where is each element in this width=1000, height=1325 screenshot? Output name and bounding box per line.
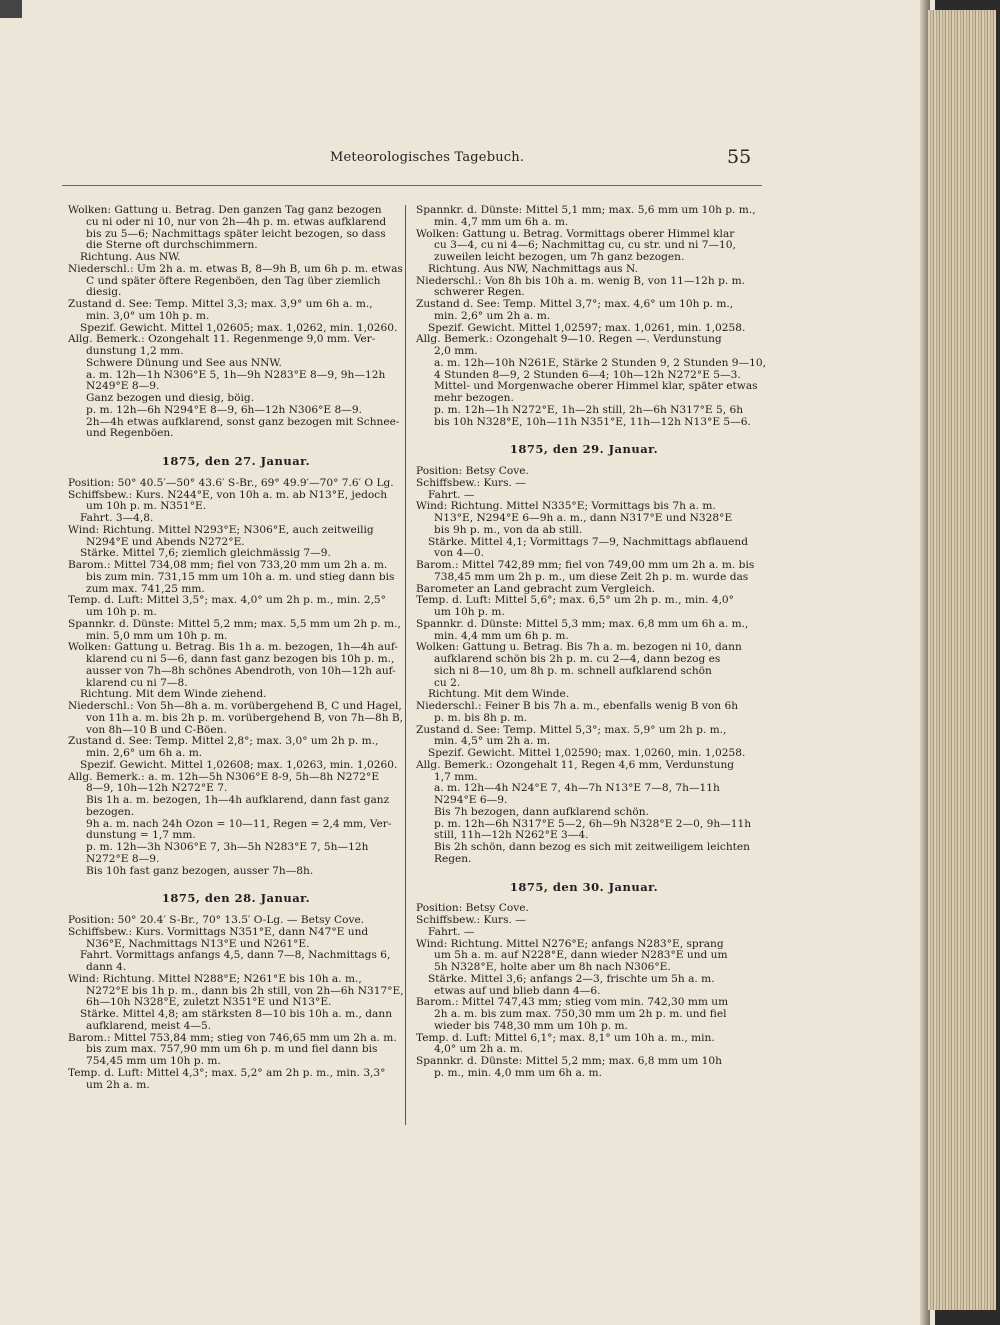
text-line: diesig. bbox=[86, 286, 122, 299]
text-line: min. 4,4 mm um 6h p. m. bbox=[434, 629, 569, 642]
text-line: bis zum min. 731,15 mm um 10h a. m. und stieg dann bis bbox=[86, 570, 395, 583]
text-line: ausser von 7h—8h schönes Abendroth, von 10h—12h auf- bbox=[86, 664, 396, 677]
text-line: min. 5,0 mm um 10h p. m. bbox=[86, 629, 228, 642]
text-line: 8—9, 10h—12h N272°E 7. bbox=[86, 782, 228, 795]
entry-heading-28-januar: 1875, den 28. Januar. bbox=[161, 891, 311, 906]
text-line: Bis 10h fast ganz bezogen, ausser 7h—8h. bbox=[86, 864, 314, 877]
text-line: Barom.: Mittel 753,84 mm; stieg von 746,65 mm um 2h a. m. bbox=[68, 1031, 397, 1044]
text-line: bis zum max. 757,90 mm um 6h p. m und fiel dann bis bbox=[86, 1043, 378, 1056]
text-line: bis 10h N328°E, 10h—11h N351°E, 11h—12h N13°E 5—6. bbox=[434, 415, 751, 428]
text-line: Richtung. Mit dem Winde. bbox=[428, 688, 570, 701]
text-line: Regen. bbox=[434, 852, 472, 865]
text-line: Ganz bezogen und diesig, böig. bbox=[86, 392, 255, 404]
text-line: Niederschl.: Um 2h a. m. etwas B, 8—9h B, um 6h p. m. etwas bbox=[68, 262, 403, 275]
text-line: Spannkr. d. Dünste: Mittel 5,2 mm; max. 5,5 mm um 2h p. m., bbox=[68, 617, 401, 630]
text-line: Temp. d. Luft: Mittel 4,3°; max. 5,2° am 2h p. m., min. 3,3° bbox=[68, 1066, 386, 1079]
text-line: sich ni 8—10, um 8h p. m. schnell aufklarend schön bbox=[434, 664, 712, 677]
text-line: Allg. Bemerk.: Ozongehalt 9—10. Regen —. Verdunstung bbox=[416, 333, 722, 346]
text-line: p. m. 12h—6h N294°E 8—9, 6h—12h N306°E 8—9. bbox=[86, 403, 362, 416]
text-line: N36°E, Nachmittags N13°E und N261°E. bbox=[86, 937, 310, 950]
text-line: 2h—4h etwas aufklarend, sonst ganz bezogen mit Schnee- bbox=[86, 415, 400, 428]
text-line: cu ni oder ni 10, nur von 2h—4h p. m. etwas aufklarend bbox=[86, 215, 387, 228]
text-line: Position: 50° 20.4′ S-Br., 70° 13.5′ O-Lg. — Betsy Cove. bbox=[68, 914, 365, 926]
text-line: Stärke. Mittel 4,1; Vormittags 7—9, Nachmittags abflauend bbox=[428, 535, 749, 548]
text-line: C und später öftere Regenböen, den Tag über ziemlich bbox=[86, 274, 381, 287]
text-line: um 2h a. m. bbox=[86, 1078, 150, 1091]
text-line: Schiffsbew.: Kurs. N244°E, von 10h a. m. ab N13°E, jedoch bbox=[68, 488, 388, 501]
text-line: Richtung. Aus NW, Nachmittags aus N. bbox=[428, 262, 638, 275]
text-line: Zustand d. See: Temp. Mittel 3,7°; max. 4,6° um 10h p. m., bbox=[416, 298, 734, 310]
right-block-2 bbox=[416, 465, 755, 866]
left-block-1 bbox=[68, 205, 404, 440]
left-block-2 bbox=[68, 478, 404, 878]
text-line: 5h N328°E, holte aber um 8h nach N306°E. bbox=[434, 961, 671, 973]
text-line: min. 2,6° um 2h a. m. bbox=[434, 309, 551, 322]
page-corner-shadow bbox=[0, 0, 22, 18]
text-line: p. m., min. 4,0 mm um 6h a. m. bbox=[434, 1066, 602, 1079]
text-line: Temp. d. Luft: Mittel 3,5°; max. 4,0° um 2h p. m., min. 2,5° bbox=[68, 594, 386, 607]
text-line: Mittel- und Morgenwache oberer Himmel klar, später etwas bbox=[434, 380, 758, 393]
text-line: Spannkr. d. Dünste: Mittel 5,2 mm; max. 6,8 mm um 10h bbox=[416, 1055, 722, 1067]
text-line: 2h a. m. bis zum max. 750,30 mm um 2h p. m. und fiel bbox=[434, 1008, 727, 1020]
right-column bbox=[416, 204, 766, 1080]
left-column bbox=[68, 205, 404, 1091]
text-line: aufklarend, meist 4—5. bbox=[86, 1019, 212, 1032]
left-block-3 bbox=[68, 915, 404, 1091]
text-line: Temp. d. Luft: Mittel 5,6°; max. 6,5° um 2h p. m., min. 4,0° bbox=[416, 594, 734, 607]
text-line: Fahrt. — bbox=[428, 925, 475, 938]
text-line: Allg. Bemerk.: Ozongehalt 11. Regenmenge 9,0 mm. Ver- bbox=[68, 333, 376, 346]
page-number: 55 bbox=[727, 146, 752, 168]
text-line: mehr bezogen. bbox=[434, 392, 514, 404]
text-line: p. m. 12h—3h N306°E 7, 3h—5h N283°E 7, 5h—12h bbox=[86, 841, 369, 853]
text-line: von 4—0. bbox=[434, 547, 484, 560]
text-line: schwerer Regen. bbox=[434, 286, 525, 299]
text-line: um 10h p. m. bbox=[86, 606, 157, 618]
text-line: dann 4. bbox=[86, 961, 127, 973]
right-block-1 bbox=[416, 204, 766, 428]
text-line: Schwere Dünung und See aus NNW. bbox=[86, 356, 282, 369]
text-line: wieder bis 748,30 mm um 10h p. m. bbox=[434, 1019, 628, 1032]
text-line: Zustand d. See: Temp. Mittel 3,3; max. 3,9° um 6h a. m., bbox=[68, 298, 373, 310]
text-line: zum max. 741,25 mm. bbox=[86, 582, 205, 595]
text-line: Allg. Bemerk.: Ozongehalt 11, Regen 4,6 mm, Verdunstung bbox=[416, 758, 735, 771]
text-line: 1,7 mm. bbox=[434, 770, 478, 783]
text-line: Fahrt. 3—4,8. bbox=[80, 512, 154, 524]
text-line: N249°E 8—9. bbox=[86, 380, 160, 393]
entry-heading-27-januar: 1875, den 27. Januar. bbox=[161, 454, 311, 468]
text-line: Wind: Richtung. Mittel N276°E; anfangs N283°E, sprang bbox=[416, 937, 724, 950]
text-line: Wolken: Gattung u. Betrag. Vormittags oberer Himmel klar bbox=[416, 227, 735, 240]
text-line: Zustand d. See: Temp. Mittel 5,3°; max. 5,9° um 2h p. m., bbox=[416, 723, 727, 736]
text-line: um 10h p. m. bbox=[434, 606, 505, 618]
text-line: dunstung = 1,7 mm. bbox=[86, 829, 196, 842]
text-line: Schiffsbew.: Kurs. — bbox=[416, 914, 526, 926]
text-line: zuweilen leicht bezogen, um 7h ganz bezogen. bbox=[434, 251, 685, 263]
column-divider bbox=[405, 205, 406, 1125]
text-line: 4,0° um 2h a. m. bbox=[434, 1043, 524, 1056]
text-line: Barom.: Mittel 747,43 mm; stieg vom min. 742,30 mm um bbox=[416, 996, 729, 1009]
text-line: still, 11h—12h N262°E 3—4. bbox=[434, 829, 589, 842]
text-line: Schiffsbew.: Kurs. Vormittags N351°E, dann N47°E und bbox=[68, 925, 369, 938]
text-line: min. 2,6° um 6h a. m. bbox=[86, 747, 203, 759]
text-line: Allg. Bemerk.: a. m. 12h—5h N306°E 8-9, 5h—8h N272°E bbox=[68, 770, 380, 783]
text-line: N272°E bis 1h p. m., dann bis 2h still, von 2h—6h N317°E, bbox=[86, 984, 404, 997]
text-line: min. 3,0° um 10h p. m. bbox=[86, 309, 210, 322]
text-line: a. m. 12h—10h N261E, Stärke 2 Stunden 9, 2 Stunden 9—10, bbox=[434, 356, 766, 369]
text-line: a. m. 12h—4h N24°E 7, 4h—7h N13°E 7—8, 7h—11h bbox=[434, 782, 720, 795]
text-line: aufklarend schön bis 2h p. m. cu 2—4, dann bezog es bbox=[434, 653, 721, 665]
text-line: 6h—10h N328°E, zuletzt N351°E und N13°E. bbox=[86, 996, 332, 1009]
text-line: 9h a. m. nach 24h Ozon = 10—11, Regen = 2,4 mm, Ver- bbox=[86, 817, 392, 830]
text-line: Spezif. Gewicht. Mittel 1,02605; max. 1,0262, min. 1,0260. bbox=[80, 321, 398, 334]
text-line: Barom.: Mittel 742,89 mm; fiel von 749,00 mm um 2h a. m. bis bbox=[416, 559, 755, 571]
text-line: cu 3—4, cu ni 4—6; Nachmittag cu, cu str. und ni 7—10, bbox=[434, 239, 736, 252]
text-line: Bis 2h schön, dann bezog es sich mit zeitweiligem leichten bbox=[434, 841, 750, 853]
text-line: Richtung. Mit dem Winde ziehend. bbox=[80, 688, 267, 701]
text-line: um 10h p. m. N351°E. bbox=[86, 500, 207, 513]
text-line: a. m. 12h—1h N306°E 5, 1h—9h N283°E 8—9, 9h—12h bbox=[86, 368, 386, 381]
entry-heading-29-januar: 1875, den 29. Januar. bbox=[509, 442, 659, 457]
text-line: min. 4,5° um 2h a. m. bbox=[434, 735, 551, 748]
text-line: um 5h a. m. auf N228°E, dann wieder N283°E und um bbox=[434, 949, 728, 962]
text-line: p. m. bis 8h p. m. bbox=[434, 711, 528, 724]
text-line: klarend cu ni 5—6, dann fast ganz bezogen bis 10h p. m., bbox=[86, 653, 395, 665]
text-line: Niederschl.: Feiner B bis 7h a. m., ebenfalls wenig B von 6h bbox=[416, 700, 739, 712]
text-line: Wind: Richtung. Mittel N335°E; Vormittags bis 7h a. m. bbox=[416, 500, 716, 513]
text-line: Wolken: Gattung u. Betrag. Den ganzen Tag ganz bezogen bbox=[68, 204, 382, 216]
text-line: Stärke. Mittel 7,6; ziemlich gleichmässig 7—9. bbox=[80, 547, 331, 560]
text-line: bis zu 5—6; Nachmittags später leicht bezogen, so dass bbox=[86, 227, 386, 240]
text-line: Fahrt. Vormittags anfangs 4,5, dann 7—8, Nachmittags 6, bbox=[80, 949, 391, 962]
text-line: Spezif. Gewicht. Mittel 1,02608; max. 1,0263, min. 1,0260. bbox=[80, 758, 398, 771]
text-line: Richtung. Aus NW. bbox=[80, 251, 181, 263]
text-line: etwas auf und blieb dann 4—6. bbox=[434, 984, 601, 997]
text-line: Wolken: Gattung u. Betrag. Bis 7h a. m. bezogen ni 10, dann bbox=[416, 641, 742, 654]
text-line: p. m. 12h—6h N317°E 5—2, 6h—9h N328°E 2—0, 9h—11h bbox=[434, 817, 752, 830]
text-line: Position: 50° 40.5′—50° 43.6′ S-Br., 69° 49.9′—70° 7.6′ O Lg. bbox=[68, 476, 394, 489]
text-line: Spezif. Gewicht. Mittel 1,02597; max. 1,0261, min. 1,0258. bbox=[428, 321, 746, 334]
text-line: p. m. 12h—1h N272°E, 1h—2h still, 2h—6h N317°E 5, 6h bbox=[434, 403, 744, 416]
text-line: Barom.: Mittel 734,08 mm; fiel von 733,20 mm um 2h a. m. bbox=[68, 559, 388, 571]
text-line: N13°E, N294°E 6—9h a. m., dann N317°E und N328°E bbox=[434, 512, 733, 524]
text-line: Zustand d. See: Temp. Mittel 2,8°; max. 3,0° um 2h p. m., bbox=[68, 735, 379, 748]
text-line: Temp. d. Luft: Mittel 6,1°; max. 8,1° um 10h a. m., min. bbox=[416, 1031, 715, 1044]
text-line: bezogen. bbox=[86, 805, 135, 818]
text-line: Niederschl.: Von 5h—8h a. m. vorübergehend B, C und Hagel, bbox=[68, 700, 402, 712]
text-line: Fahrt. — bbox=[428, 488, 475, 501]
text-line: von 8h—10 B und C-Böen. bbox=[86, 723, 227, 736]
text-line: Position: Betsy Cove. bbox=[416, 902, 529, 915]
text-line: Wolken: Gattung u. Betrag. Bis 1h a. m. bezogen, 1h—4h auf- bbox=[68, 641, 398, 654]
text-line: N294°E 6—9. bbox=[434, 794, 508, 806]
text-line: Position: Betsy Cove. bbox=[416, 465, 529, 477]
text-line: Schiffsbew.: Kurs. — bbox=[416, 476, 526, 489]
text-line: und Regenböen. bbox=[86, 427, 174, 440]
text-line: 738,45 mm um 2h p. m., um diese Zeit 2h p. m. wurde das bbox=[434, 570, 749, 583]
text-line: Niederschl.: Von 8h bis 10h a. m. wenig B, von 11—12h p. m. bbox=[416, 274, 746, 287]
text-line: 754,45 mm um 10h p. m. bbox=[86, 1055, 221, 1067]
text-line: bis 9h p. m., von da ab still. bbox=[434, 523, 583, 536]
running-title: Meteorologisches Tagebuch. bbox=[330, 150, 525, 165]
text-line: 4 Stunden 8—9, 2 Stunden 6—4; 10h—12h N272°E 5—3. bbox=[434, 368, 741, 381]
text-line: Spezif. Gewicht. Mittel 1,02590; max. 1,0260, min. 1,0258. bbox=[428, 747, 746, 759]
text-line: cu 2. bbox=[434, 676, 461, 689]
text-line: Spannkr. d. Dünste: Mittel 5,1 mm; max. 5,6 mm um 10h p. m., bbox=[416, 204, 756, 216]
text-line: 2,0 mm. bbox=[434, 345, 478, 357]
right-block-3 bbox=[416, 903, 752, 1079]
page-header bbox=[0, 146, 935, 172]
book-page-stack bbox=[928, 10, 996, 1310]
text-line: Stärke. Mittel 3,6; anfangs 2—3, frischte um 5h a. m. bbox=[428, 972, 715, 985]
text-line: Stärke. Mittel 4,8; am stärksten 8—10 bis 10h a. m., dann bbox=[80, 1008, 393, 1020]
text-line: Bis 1h a. m. bezogen, 1h—4h aufklarend, dann fast ganz bbox=[86, 794, 390, 806]
text-line: Barometer an Land gebracht zum Vergleich. bbox=[416, 582, 656, 595]
text-line: min. 4,7 mm um 6h a. m. bbox=[434, 215, 569, 228]
text-line: Wind: Richtung. Mittel N288°E; N261°E bis 10h a. m., bbox=[68, 972, 362, 985]
text-line: Bis 7h bezogen, dann aufklarend schön. bbox=[434, 805, 649, 818]
text-line: N294°E und Abends N272°E. bbox=[86, 535, 245, 548]
text-line: N272°E 8—9. bbox=[86, 852, 160, 865]
text-line: dunstung 1,2 mm. bbox=[86, 345, 184, 357]
text-line: Spannkr. d. Dünste: Mittel 5,3 mm; max. 6,8 mm um 6h a. m., bbox=[416, 617, 749, 630]
entry-heading-30-januar: 1875, den 30. Januar. bbox=[509, 879, 659, 894]
text-line: von 11h a. m. bis 2h p. m. vorübergehend B, von 7h—8h B, bbox=[86, 711, 404, 724]
text-line: Wind: Richtung. Mittel N293°E; N306°E, auch zeitweilig bbox=[68, 523, 374, 536]
text-line: die Sterne oft durchschimmern. bbox=[86, 239, 258, 252]
header-rule bbox=[62, 185, 762, 186]
text-line: klarend cu ni 7—8. bbox=[86, 676, 188, 689]
